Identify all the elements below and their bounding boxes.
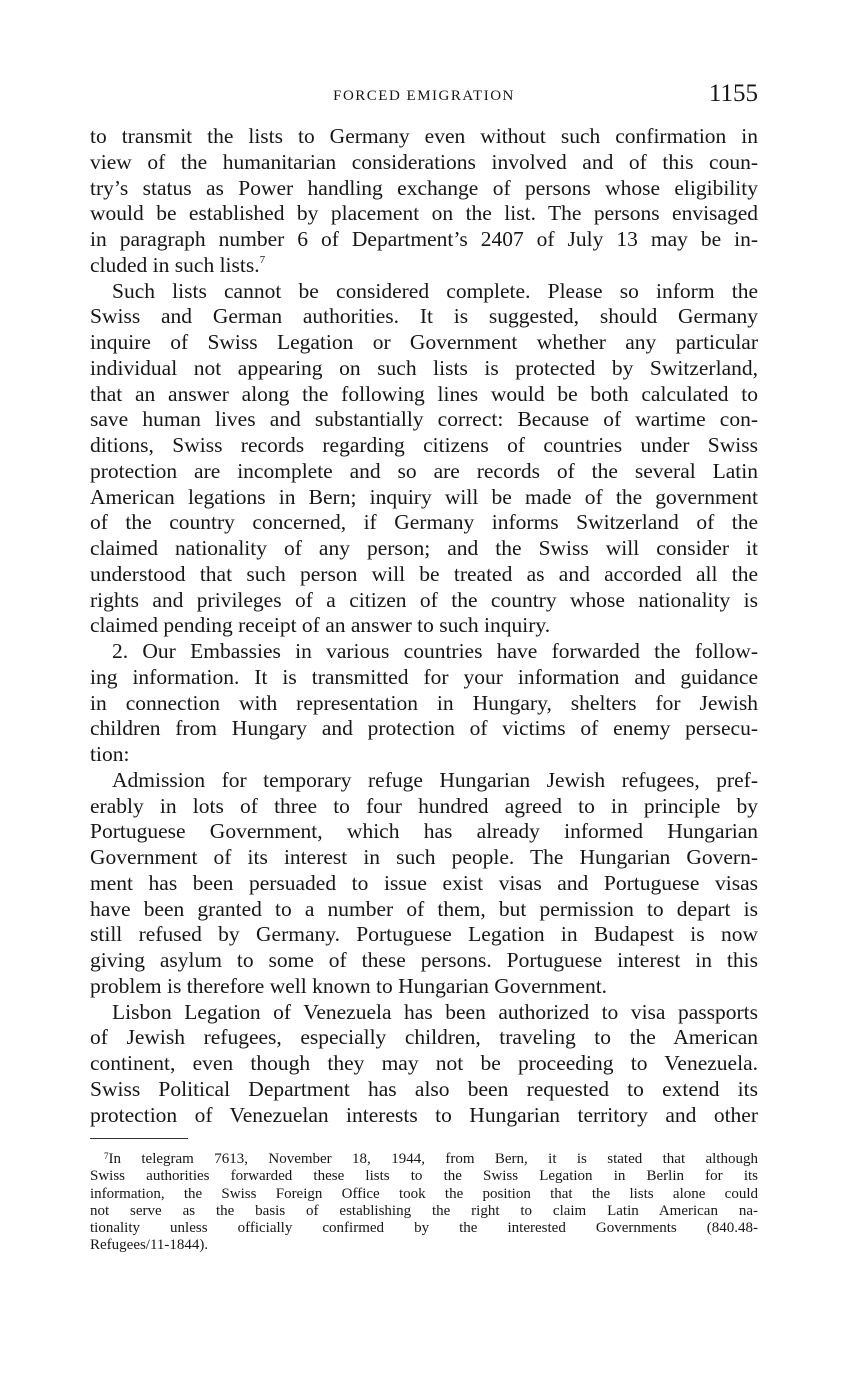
footnote-line: not serve as the basis of establishing the right to claim Latin American na- xyxy=(90,1202,758,1219)
text-line: would be established by placement on the list. The persons envisaged xyxy=(90,201,758,226)
text-line: claimed nationality of any person; and the Swiss will consider it xyxy=(90,536,758,560)
text-line: inquire of Swiss Legation or Government whether any particular xyxy=(90,330,758,354)
footnote-divider xyxy=(90,1138,188,1139)
text-line: Government of its interest in such people. The Hungarian Govern- xyxy=(90,845,758,869)
text-line: try’s status as Power handling exchange of persons whose eligibility xyxy=(90,175,758,200)
footnote-line xyxy=(90,1151,758,1168)
text-line: Admission for temporary refuge Hungarian Jewish refugees, pref- xyxy=(112,767,758,792)
text-line: American legations in Bern; inquiry will be made of the government xyxy=(90,484,758,509)
text-line: problem is therefore well known to Hungarian Government. xyxy=(90,973,608,998)
text-line: children from Hungary and protection of victims of enemy persecu- xyxy=(90,716,758,741)
text-line: of the country concerned, if Germany informs Switzerland of the xyxy=(90,510,758,535)
text-line: in paragraph number 6 of Department’s 2407 of July 13 may be in- xyxy=(90,227,758,251)
text-line: in connection with representation in Hungary, shelters for Jewish xyxy=(90,690,758,715)
running-head xyxy=(90,80,758,114)
footnote-reference: 7 xyxy=(259,253,266,266)
footnote-line: Refugees/11-1844). xyxy=(90,1237,209,1254)
running-title: FORCED EMIGRATION xyxy=(333,88,515,104)
text-line: individual not appearing on such lists is protected by Switzerland, xyxy=(90,355,758,380)
page-number: 1155 xyxy=(708,80,758,107)
text-line: of Jewish refugees, especially children, traveling to the American xyxy=(90,1025,758,1050)
text-line: Lisbon Legation of Venezuela has been authorized to visa passports xyxy=(112,999,758,1024)
footnote-line-content: In telegram 7613, November 18, 1944, from Bern, it is stated that although xyxy=(108,1151,758,1167)
text-line: Portuguese Government, which has already informed Hungarian xyxy=(90,819,758,844)
text-line: protection of Venezuelan interests to Hungarian territory and other xyxy=(90,1102,758,1127)
text-line xyxy=(90,253,758,279)
text-line: save human lives and substantially correct: Because of wartime con- xyxy=(90,407,758,432)
text-line: erably in lots of three to four hundred agreed to in principle by xyxy=(90,793,758,818)
text-line: giving asylum to some of these persons. Portuguese interest in this xyxy=(90,948,758,972)
text-line: ment has been persuaded to issue exist visas and Portuguese visas xyxy=(90,870,758,895)
main-text xyxy=(90,124,758,1128)
footnote xyxy=(90,1151,758,1255)
text-line: that an answer along the following lines would be both calculated to xyxy=(90,381,758,406)
text-line: claimed pending receipt of an answer to such inquiry. xyxy=(90,613,551,638)
footnote-line: Swiss authorities forwarded these lists to the Swiss Legation in Berlin for its xyxy=(90,1168,758,1185)
footnote-line: information, the Swiss Foreign Office took the position that the lists alone could xyxy=(90,1185,758,1202)
text-line: continent, even though they may not be proceeding to Venezuela. xyxy=(90,1051,758,1075)
text-line: Swiss and German authorities. It is suggested, should Germany xyxy=(90,304,758,329)
text-line: rights and privileges of a citizen of the country whose nationality is xyxy=(90,587,758,612)
text-line: to transmit the lists to Germany even without such confirmation in xyxy=(90,124,758,148)
text-line: understood that such person will be treated as and accorded all the xyxy=(90,561,758,586)
text-line: Such lists cannot be considered complete. Please so inform the xyxy=(112,278,758,303)
text-line: still refused by Germany. Portuguese Legation in Budapest is now xyxy=(90,922,758,947)
footnote-line: tionality unless officially confirmed by the interested Governments (840.48- xyxy=(90,1220,758,1237)
text-line: protection are incomplete and so are records of the several Latin xyxy=(90,458,758,483)
text-line: 2. Our Embassies in various countries have forwarded the follow- xyxy=(112,639,758,663)
text-line: ing information. It is transmitted for your information and guidance xyxy=(90,664,758,689)
text-line: have been granted to a number of them, but permission to depart is xyxy=(90,896,758,921)
text-line-content: cluded in such lists. xyxy=(90,252,260,277)
text-line: view of the humanitarian considerations involved and of this coun- xyxy=(90,149,758,174)
text-line: tion: xyxy=(90,742,130,766)
text-line: ditions, Swiss records regarding citizens of countries under Swiss xyxy=(90,433,758,457)
footnote-marker: 7 xyxy=(104,1151,109,1161)
text-line: Swiss Political Department has also been requested to extend its xyxy=(90,1076,758,1101)
